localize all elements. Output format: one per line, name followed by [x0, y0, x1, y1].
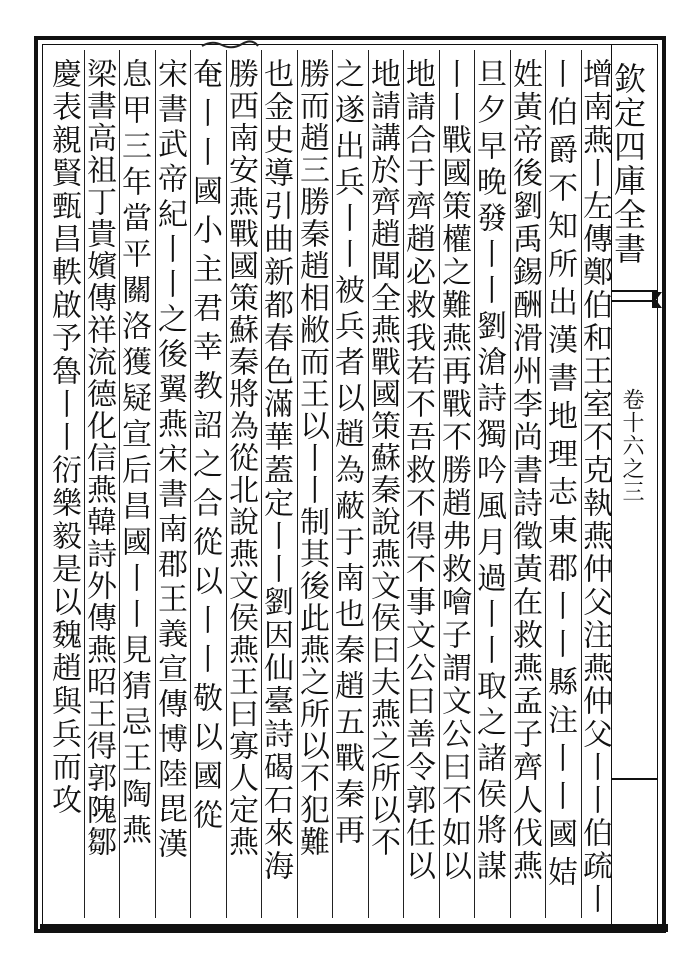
column-text: 地請合于齊趙必救我若不吾救不得不事文公曰善令郭任以: [400, 58, 435, 883]
column-text: 地請講於齊趙聞全燕戰國策蘇秦說燕文侯曰夫燕之所以不: [365, 58, 400, 858]
column-text: 也金史導引曲新都春色滿華蓋定丨丨劉因仙臺詩碣石來海: [258, 58, 293, 883]
column-text: 息甲三年當平關洛獲疑宣后昌國丨丨見猜忌王陶燕: [116, 58, 151, 850]
book-title: 欽定四庫全書: [609, 62, 647, 266]
column-text: 丨伯爵不知所出漢書地理志東郡丨丨縣注丨丨國姞: [542, 58, 577, 894]
ink-smudge: [200, 38, 260, 50]
column-text: 勝而趙三勝秦趙相敝而王以丨丨制其後此燕之所以不犯難: [294, 58, 329, 858]
column-text: 勝西南安燕戰國策蘇秦將為從北說燕文侯燕王曰寡人定燕: [223, 58, 258, 858]
fishtail-mark: [652, 292, 662, 308]
column-text: 姓黃帝後劉禹錫酬滑州李尚書詩徵黃在救燕孟子齊人伐燕: [507, 58, 542, 883]
column-text: 梁書高祖丁貴嬪傳祥流德化信燕韓詩外傳燕昭王得郭隗鄒: [81, 58, 116, 858]
column-text: 丨丨戰國策權之難燕再戰不勝趙弗救噲子謂文公曰不如以: [436, 58, 471, 883]
column-text: 之遂出兵丨丨被兵者以趙為蔽于南也秦趙五戰秦再: [329, 58, 364, 850]
column-text: 旦夕早晚發丨丨劉滄詩獨吟風月過丨丨取之諸侯將謀: [471, 58, 506, 886]
page-frame-bottom: [40, 924, 668, 932]
text-column-16: [44, 50, 92, 920]
column-text: 奄丨丨國小主君幸教詔之合從以丨丨敬以國從: [187, 58, 222, 838]
column-text: 慶表親賢甄昌軼啟予魯丨丨衍樂毅是以魏趙與兵而攻: [46, 58, 81, 817]
column-text: 宋書武帝紀丨丨之後翼燕宋書南郡王義宣傳博陸毘漢: [152, 58, 187, 863]
volume-label: 卷十六之三: [619, 388, 644, 503]
column-text: 增南燕丨左傳鄭伯和王室不克執燕仲父注燕仲父丨丨伯疏丨: [577, 58, 612, 916]
